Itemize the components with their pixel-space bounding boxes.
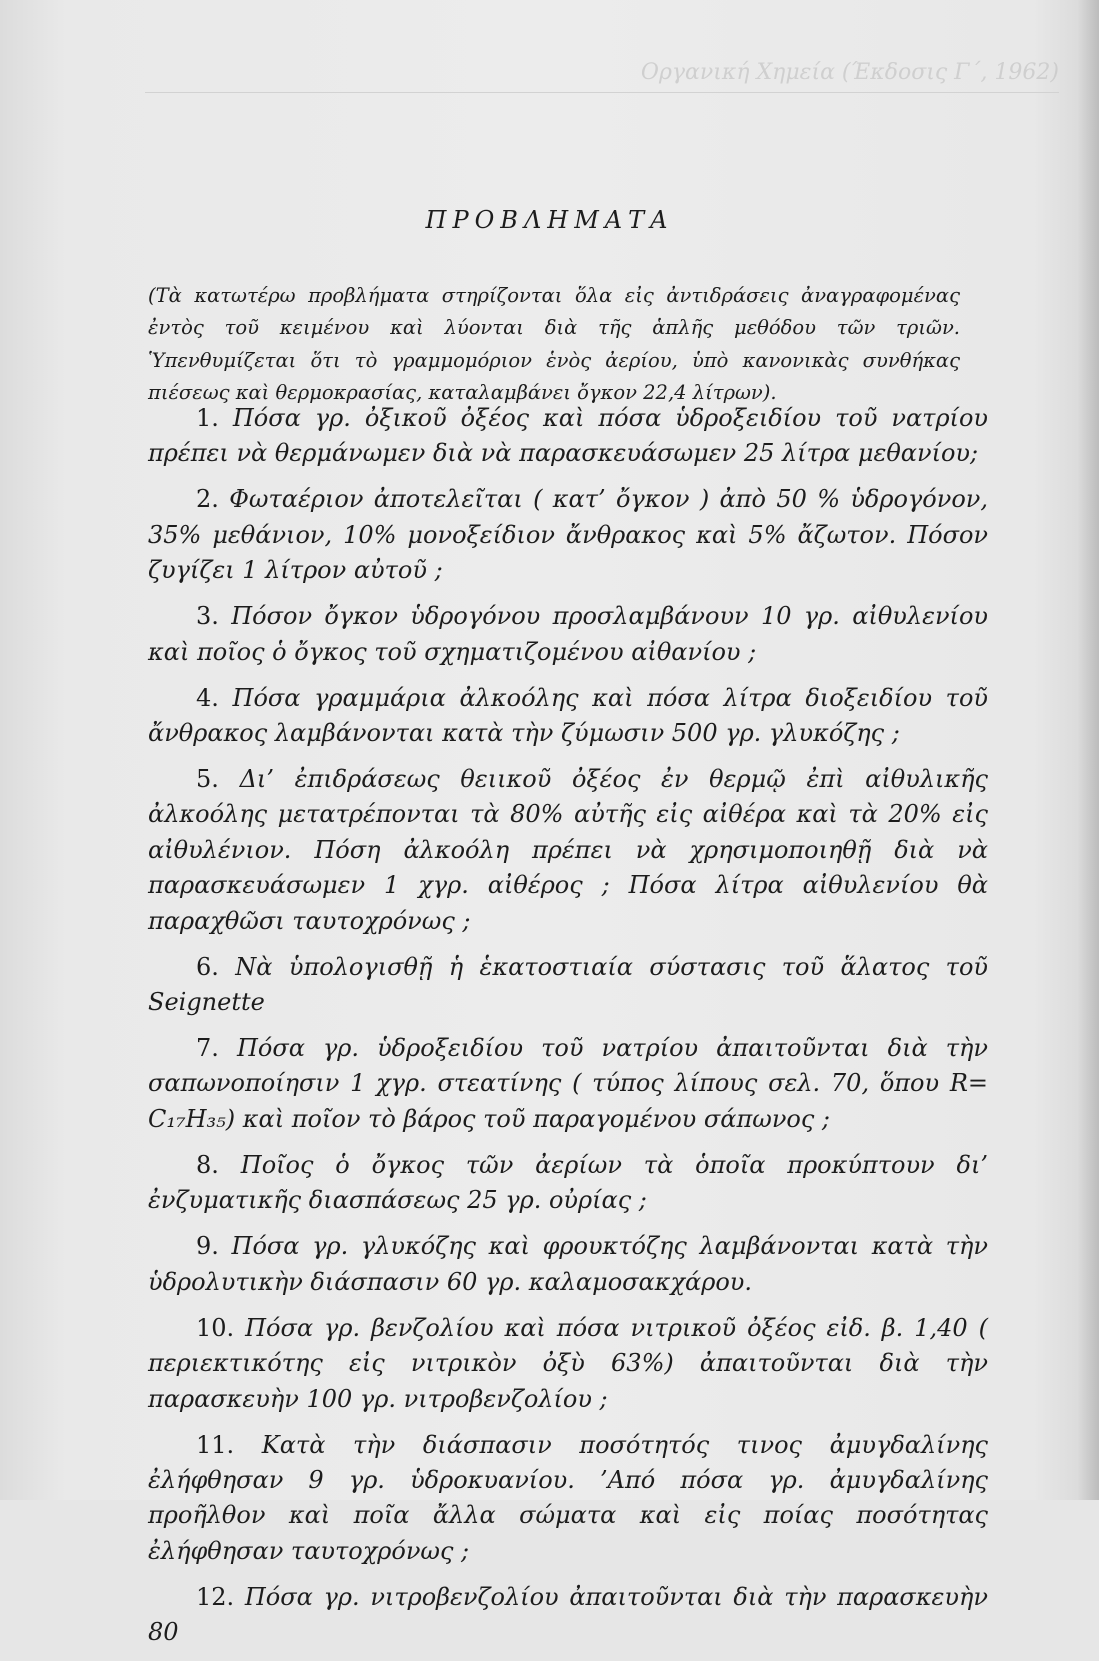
problem-item xyxy=(148,762,988,939)
problem-text: Πόσα γρ. ὑδροξειδίου τοῦ νατρίου ἀπαιτοῦνται διὰ τὴν σαπωνοποίησιν 1 χγρ. στεατίνης ( τύπος λίπους σελ. 70, ὅπου R= C₁₇H₃₅) καὶ ποῖον τὸ βάρος τοῦ παραγομένου σάπωνος ; xyxy=(148,1034,988,1133)
problem-text: Πόσα γρ. γλυκόζης καὶ φρουκτόζης λαμβάνονται κατὰ τὴν ὑδρολυτικὴν διάσπασιν 60 γρ. καλαμοσακχάρου. xyxy=(148,1232,988,1296)
problem-number: 10. xyxy=(196,1313,235,1342)
problem-text: Φωταέριον ἀποτελεῖται ( κατ’ ὄγκον ) ἀπὸ 50 % ὑδρογόνον, 35% μεθάνιον, 10% μονοξείδιον ἄνθρακος καὶ 5% ἄζωτον. Πόσον ζυγίζει 1 λίτρον αὐτοῦ ; xyxy=(148,485,988,585)
problem-number: 12. xyxy=(196,1582,235,1611)
problem-item xyxy=(148,1031,988,1137)
problem-text: Πόσα γραμμάρια ἀλκοόλης καὶ πόσα λίτρα διοξειδίου τοῦ ἄνθρακος λαμβάνονται κατὰ τὴν ζύμωσιν 500 γρ. γλυκόζης ; xyxy=(148,683,988,748)
problem-number: 6. xyxy=(196,952,219,981)
problem-text: Δι’ ἐπιδράσεως θειικοῦ ὀξέος ἐν θερμῷ ἐπὶ αἰθυλικῆς ἀλκοόλης μετατρέπονται τὰ 80% αὐτῆς εἰς αἰθέρα καὶ τὰ 20% εἰς αἰθυλένιον. Πόση ἀλκοόλη πρέπει νὰ χρησιμοποιηθῇ διὰ νὰ παρασκευάσωμεν 1 χγρ. αἰθέρος ; Πόσα λίτρα αἰθυλενίου θὰ παραχθῶσι ταυτοχρόνως ; xyxy=(148,765,988,935)
problem-text: Πόσα γρ. ὀξικοῦ ὀξέος καὶ πόσα ὑδροξειδίου τοῦ νατρίου πρέπει νὰ θερμάνωμεν διὰ νὰ παρασκευάσωμεν 25 λίτρα μεθανίου; xyxy=(148,404,988,468)
problem-text: Κατὰ τὴν διάσπασιν ποσότητός τινος ἀμυγδαλίνης ἐλήφθησαν 9 γρ. ὑδροκυανίου. ’Από πόσα γρ. ἀμυγδαλίνης προῆλθον καὶ ποῖα ἄλλα σώματα καὶ εἰς ποίας ποσότητας ἐλήφθησαν ταυτοχρόνως ; xyxy=(148,1430,989,1565)
running-head-bleedthrough: Οργανική Χημεία (Έκδοσις Γ΄, 1962) xyxy=(640,60,1059,85)
problem-item xyxy=(148,1428,988,1570)
problem-item xyxy=(148,681,988,752)
problem-item xyxy=(148,401,988,472)
problem-item xyxy=(148,1311,988,1417)
problem-item xyxy=(148,1148,988,1219)
problem-item xyxy=(148,1580,988,1651)
problem-number: 3. xyxy=(196,602,219,631)
page-title: ΠΡΟΒΛΗΜΑΤΑ xyxy=(425,206,674,234)
problem-number: 5. xyxy=(196,765,219,794)
problem-number: 4. xyxy=(196,683,219,712)
problem-text: Πόσον ὄγκον ὑδρογόνου προσλαμβάνουν 10 γρ. αἰθυλενίου καὶ ποῖος ὁ ὄγκος τοῦ σχηματιζομένου αἰθανίου ; xyxy=(148,602,988,666)
problem-text: Ποῖος ὁ ὄγκος τῶν ἀερίων τὰ ὁποῖα προκύπτουν δι’ ἐνζυματικῆς διασπάσεως 25 γρ. οὐρίας ; xyxy=(148,1150,988,1215)
problem-item xyxy=(148,599,988,670)
header-rule xyxy=(145,92,1059,93)
problem-number: 2. xyxy=(196,485,219,514)
problem-item xyxy=(148,1229,988,1300)
problem-item xyxy=(148,482,988,588)
problem-number: 11. xyxy=(196,1430,235,1459)
problem-number: 9. xyxy=(196,1232,219,1261)
problem-text: Νὰ ὑπολογισθῇ ἡ ἑκατοστιαία σύστασις τοῦ ἅλατος τοῦ Seignette xyxy=(148,952,988,1017)
intro-paragraph: (Τὰ κατωτέρω προβλήματα στηρίζονται ὅλα εἰς ἀντιδράσεις ἀναγραφομένας ἐντὸς τοῦ κειμένου καὶ λύονται διὰ τῆς ἁπλῆς μεθόδου τῶν τριῶν. Ὑπενθυμίζεται ὅτι τὸ γραμμομόριον ἑνὸς ἀερίου, ὑπὸ κανονικὰς συνθήκας πιέσεως καὶ θερμοκρασίας, καταλαμβάνει ὄγκον 22,4 λίτρων). xyxy=(148,283,960,404)
problem-text: Πόσα γρ. βενζολίου καὶ πόσα νιτρικοῦ ὀξέος εἰδ. β. 1,40 ( περιεκτικότης εἰς νιτρικὸν ὀξὺ 63%) ἀπαιτοῦνται διὰ τὴν παρασκευὴν 100 γρ. νιτροβενζολίου ; xyxy=(148,1313,988,1413)
problem-text: Πόσα γρ. νιτροβενζολίου ἀπαιτοῦνται διὰ τὴν παρασκευὴν 80 xyxy=(148,1582,988,1647)
problem-list xyxy=(148,401,988,1661)
problem-number: 7. xyxy=(196,1034,219,1063)
problem-number: 1. xyxy=(196,404,219,432)
problem-number: 8. xyxy=(196,1150,219,1179)
problem-item xyxy=(148,950,988,1021)
